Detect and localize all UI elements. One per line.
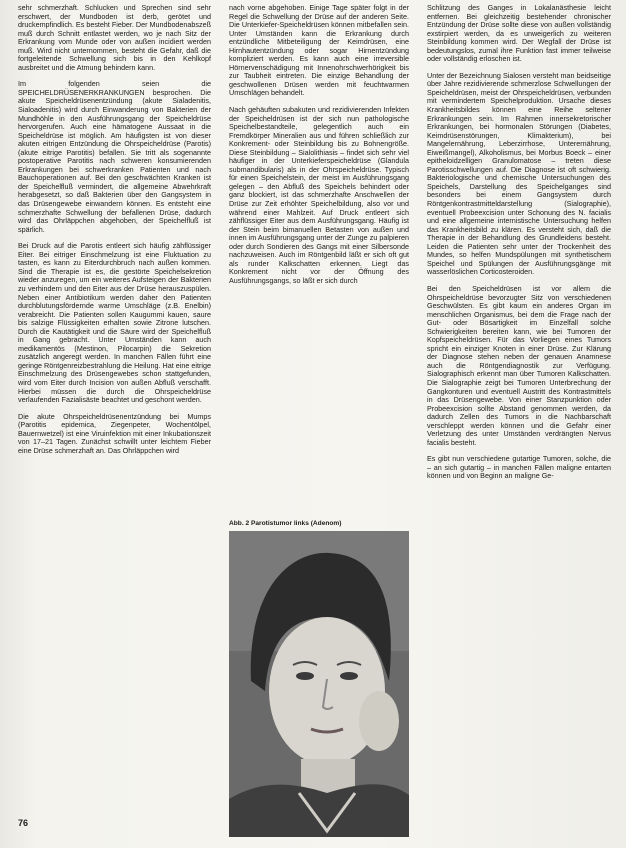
paragraph: Bei Druck auf die Parotis entleert sich häufig zähflüssiger Eiter. Bei eitriger Einschmelzung ist eine Fluktuation zu tasten, es kann zu Eiterdurchbruch nach außen kommen. Sind die Therapie ist es, die gestörte Speichelsekretion wieder anzuregen, um ein weiteres Aufsteigen der Bakterien zu verhindern und den Eiter aus der Drüse herauszuspülen. Neben einer Antibiotikum werden daher den Patienten durchblutungsfördernde warme Umschläge (z.B. Enelbin) verabreicht. Die Patienten sollen Kaugummi kauen, saure bis salzige Flüssigkeiten erhalten sowie Zitrone lutschen. Durch die Kautätigkeit und die Säure wird der Speichelfluß in Gang gebracht. Unter Umständen kann auch medikamentös (Mestinon, Pilocarpin) die Sekretion zusätzlich angeregt werden. In manchen Fällen führt eine geringe Röntgenreizbestrahlung die Heilung. Hat eine eitrige Einschmelzung des Drüsengewebes schon stattgefunden, wird vom Eiter durch Incision von außen Abfluß verschafft. Hierbei müssen die durch die Ohrspeicheldrüse verlaufenden Fazialisäste beachtet und geschont werden. [18,241,211,405]
page-number: 76 [18,818,29,828]
portrait-image [229,531,409,837]
paragraph: Schlitzung des Ganges in Lokalanästhesie leicht entfernen. Bei gleichzeitig bestehender chronischer Entzündung der Drüse sollte diese von außen vollständig exstirpiert werden, da es unweigerlich zu weiteren Steinbildung kommen wird. Der Wegfall der Drüse ist bedeutungslos, zumal ihre Funktion fast immer teilweise oder vollständig erloschen ist. [427,3,611,64]
paragraph: Die akute Ohrspeicheldrüsenentzündung bei Mumps (Parotitis epidemica, Ziegenpeter, Wochentölpel, Bauernwetzel) ist eine Viruinfektion mit einer Inkubationszeit von 17–21 Tagen. Zunächst schwillt unter leichtem Fieber eine Drüse schmerzhaft an. Das Ohrläppchen wird [18,411,211,455]
text-column-right [427,4,611,489]
paragraph: Nach gehäuften subakuten und rezidivierenden Infekten der Speicheldrüsen ist der sich nun pathologische Speichelbestandteile, gelegentlich auch ein Fremdkörper Mineralien aus und führen schließlich zur Konkrement- oder Steinbildung bis zu Bohnengröße. Diese Steinbildung – Sialolithiasis – findet sich sehr viel häufiger in der Unterkieferspeicheldrüse (Glandula submandibularis) als in der Ohrspeicheldrüse. Typisch für einen Speichelstein, der meist im Ausführungsgang gelegen – den Abfluß des Speichels behindert oder ganz blockiert, ist das schmerzhafte Anschwellen der Drüse zur Zeit erhöhter Speichelbildung, also vor und während einer Mahlzeit. Auf Druck entleert sich zähflüssiger Eiter aus dem Ausführungsgang. Häufig ist der Stein beim bimanuellen Betasten von außen und innen im Ausführungsgang unter der Zunge zu palpieren oder durch Sondieren des Gangs mit einer Silbersonde nachzuweisen. Auch im Röntgenbild läßt er sich oft gut als runder Kalkschatten erkennen. Liegt das Konkrement nicht vor der Öffnung des Ausführungsgangs, so läßt er sich durch [229,105,409,285]
figure-caption: Abb. 2 Parotistumor links (Adenom) [229,520,342,527]
text-column-left [18,4,211,463]
paragraph: Unter der Bezeichnung Sialosen versteht man beidseitige über Jahre rezidivierende schmerzlose Schwellungen der Speicheldrüsen, meist der Ohrspeicheldrüsen, verbunden mit vermindertem Speichelproduktion. Ursache dieses Krankheitsbildes können eine Reihe seltener Erkrankungen sein. Im Rahmen innersekretorischer Erkrankungen, bei hormonalen Störungen (Diabetes, Keimdrüsenstörungen, Klimakterium), bei Mangelernährung, Leberzirrhose, Unterernährung, Eiweißmangel), Alkoholismus, bei Morbus Boeck – einer epitheloidzelligen Granulomatose – treten diese Parotisschwellungen auf. Die Diagnose ist oft schwierig. Bakteriologische und chemische Untersuchungen des Speichels, Darstellung des Speichelganges sind besonders bei einem Gangsystem durch Röntgenkontrastmitteldarstellung (Sialographie), eventuell Probeexcision unter Schonung des N. facialis und eine allgemeine internistische Untersuchung helfen das Krankheitsbild zu klären. Es versteht sich, daß die Therapie in der Behandlung des Grundleidens besteht. Leiden die Patienten sehr unter der Trockenheit des Mundes, so helfen Mundspülungen mit synthetischem Speichel und Spülungen der Ausführungsgänge mit wasserlöslichen Corticosteroiden. [427,70,611,277]
figure [229,520,409,838]
paragraph: sehr schmerzhaft. Schlucken und Sprechen sind sehr erschwert, der Mundboden ist derb, gerötet und druckempfindlich. Es besteht Fieber. Der Mundbodenabszeß muß durch Schnitt entlastet werden, wo je nach Sitz der Erkrankung vom Munde oder von außen incidiert werden muß. Wird nicht unternommen, besteht die Gefahr, daß die fortgeleitende Schwellung sich bis in den Kehlkopf ausbreitet und die Atmung behindern kann. [18,3,211,72]
paragraph: Es gibt nun verschiedene gutartige Tumoren, solche, die – an sich gutartig – in manchen Fällen maligne entarten können und von Beginn an maligne Ge- [427,454,611,481]
text-column-middle [229,4,409,294]
paragraph: nach vorne abgehoben. Einige Tage später folgt in der Regel die Schwellung der Drüse auf der anderen Seite. Die Unterkiefer-Speicheldrüsen können mitbefallen sein. Unter Umständen kann die Erkrankung durch entzündliche Mitbeteiligung der Keimdrüsen, eine Hirnhautentzündung oder sogar Hirnentzündung kompliziert werden. Es kann auch eine irreversible Hörnervenschädigung mit Innenohrschwerhörigkeit bis zur Taubheit eintreten. Die einzige Behandlung der geschwollenen Drüsen werden mit feuchtwarmen Umschlägen behandelt. [229,3,409,98]
paragraph: Bei den Speicheldrüsen ist vor allem die Ohrspeicheldrüse bevorzugter Sitz von verschiedenen Geschwülsten. Es gibt kaum ein anderes Organ im menschlichen Organismus, bei dem die Frage nach der Gut- oder Bösartigkeit im Einzelfall solche Schwierigkeiten bereiten kann, wie bei Tumoren der Kopfspeicheldrüsen. Für das Vorliegen eines Tumors spricht ein einziger Knoten in einer Drüse. Zur Klärung der Diagnose stehen neben der genauen Anamnese auch die Röntgendiagnostik zur Verfügung. Sialographisch erkennt man über Tumoren Kalkschatten. Die Sialographie zeigt bei Tumoren Unterbrechung der Gangkonturen und eventuell Austritt des Kontrastmittels in das Drüsengewebe. Von einer Stanzpunktion oder Probeexcision sollte Abstand genommen werden, da dadurch Zellen des Tumors in die Nachbarschaft verschleppt werden können und die Gefahr einer Verletzung des unter Umständen verdrängten Nervus facialis besteht. [427,283,611,447]
paragraph: Im folgenden seien die SPEICHELDRÜSENERKRANKUNGEN besprochen. Die akute Speicheldrüsenentzündung (akute Sialadenitis, Sialoadenitis) wird durch Einwanderung von Bakterien der Mundhöhle in den Ausführungsgang der Speicheldrüse hervorgerufen. Auch eine hämatogene Aussaat in die Speicheldrüse ist möglich. Am häufigsten ist von dieser akuten eitrigen Entzündung die Ohrspeicheldrüse (Parotis) (akute eitrige Parotitis) befallen. Sie tritt als sogenannte postoperative Parotitis nach schweren konsumierenden Erkrankungen bei schwerkranken Patienten und nach Bauchoperationen auf. Bei den geschwächten Kranken ist der Speichelfluß vermindert, die allgemeine Abwehrkraft herabgesetzt, so daß Bakterien über den Gangsystem in das Drüsengewebe einwandern können. Es entsteht eine schmerzhafte Schwellung der befallenen Drüse, dadurch wird das Ohrläppchen abgehoben, der Speichelfluß ist spärlich. [18,79,211,234]
patient-photo [229,531,409,837]
